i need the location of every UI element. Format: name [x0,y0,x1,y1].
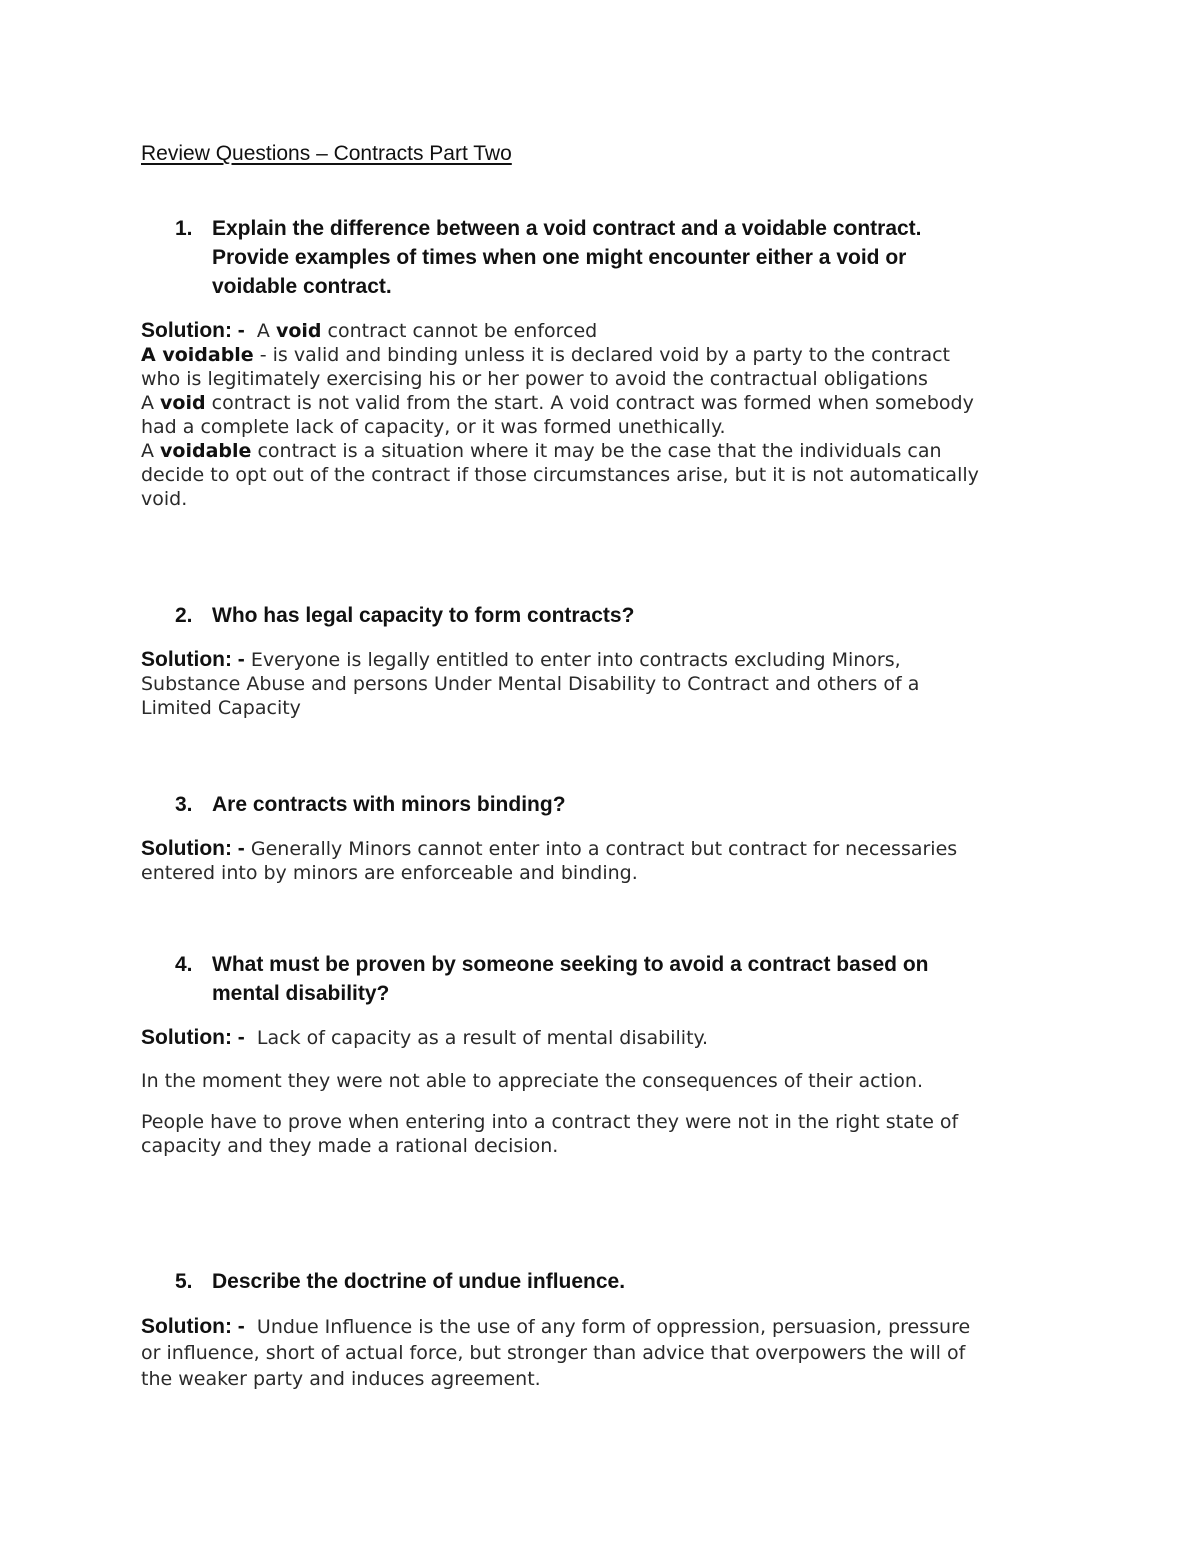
term-voidable: voidable [160,440,252,462]
answer-line [141,1026,1061,1050]
answer-text: - is valid and binding unless it is declared void by a party to the contract [253,344,950,366]
solution-label: Solution: - [141,319,245,342]
question-number: 5. [175,1270,193,1293]
term-voidable: A voidable [141,344,254,366]
answer-line: In the moment they were not able to appreciate the consequences of their action. [141,1070,923,1092]
answer-line: or influence, short of actual force, but stronger than advice that overpowers the will of [141,1342,966,1364]
answer-text: A [256,320,276,342]
question-1 [175,214,1055,301]
document-title: Review Questions – Contracts Part Two [141,142,512,165]
solution-label: Solution: - [141,1315,245,1338]
solution-label: Solution: - [141,1026,245,1049]
answer-text: contract is not valid from the start. A void contract was formed when somebody [205,392,974,414]
question-line: Are contracts with minors binding? [212,793,566,816]
answer-line: decide to opt out of the contract if those circumstances arise, but it is not automatically [141,464,979,486]
question-number: 1. [175,217,193,240]
answer-1 [141,319,1061,511]
answer-line: capacity and they made a rational decision. [141,1135,559,1157]
answer-line: void. [141,488,188,510]
question-line: Provide examples of times when one might encounter either a void or [212,246,907,269]
question-3 [175,790,1055,819]
question-5 [175,1267,1055,1296]
answer-text: contract cannot be enforced [321,320,598,342]
answer-line: had a complete lack of capacity, or it was formed unethically. [141,416,726,438]
answer-text: Lack of capacity as a result of mental disability. [256,1027,709,1049]
answer-4 [141,1026,1061,1050]
answer-line [141,648,1061,672]
answer-line: the weaker party and induces agreement. [141,1368,541,1390]
answer-4-paragraph-2 [141,1069,1061,1093]
answer-line [141,319,1061,343]
question-number: 3. [175,793,193,816]
answer-line [141,343,1061,367]
question-4 [175,950,1055,1008]
question-line: Who has legal capacity to form contracts? [212,604,635,627]
answer-text: A [141,392,161,414]
answer-2 [141,648,1061,720]
answer-text: Generally Minors cannot enter into a contract but contract for necessaries [250,838,958,860]
question-number: 4. [175,953,193,976]
question-line: voidable contract. [212,275,392,298]
question-line: What must be proven by someone seeking to avoid a contract based on [212,953,929,976]
answer-text: A [141,440,161,462]
question-line: mental disability? [212,982,390,1005]
answer-text: Everyone is legally entitled to enter into contracts excluding Minors, [250,649,901,671]
answer-line [141,837,1061,861]
question-line: Describe the doctrine of undue influence. [212,1270,626,1293]
question-2 [175,601,1055,630]
solution-label: Solution: - [141,837,245,860]
term-void: void [275,320,322,342]
term-void: void [160,392,206,414]
answer-line: entered into by minors are enforceable and binding. [141,862,638,884]
answer-line [141,439,1061,463]
answer-3 [141,837,1061,885]
question-line: Explain the difference between a void contract and a voidable contract. [212,217,922,240]
answer-line: Limited Capacity [141,697,301,719]
answer-line [141,391,1061,415]
question-number: 2. [175,604,193,627]
solution-label: Solution: - [141,648,245,671]
answer-4-paragraph-3 [141,1110,1061,1158]
answer-text: contract is a situation where it may be the case that the individuals can [251,440,942,462]
answer-line: Substance Abuse and persons Under Mental Disability to Contract and others of a [141,673,920,695]
answer-line [141,1314,1061,1340]
answer-line: People have to prove when entering into a contract they were not in the right state of [141,1111,959,1133]
answer-text: Undue Influence is the use of any form of oppression, persuasion, pressure [256,1316,971,1338]
answer-line: who is legitimately exercising his or her power to avoid the contractual obligations [141,368,928,390]
answer-5 [141,1314,1061,1392]
